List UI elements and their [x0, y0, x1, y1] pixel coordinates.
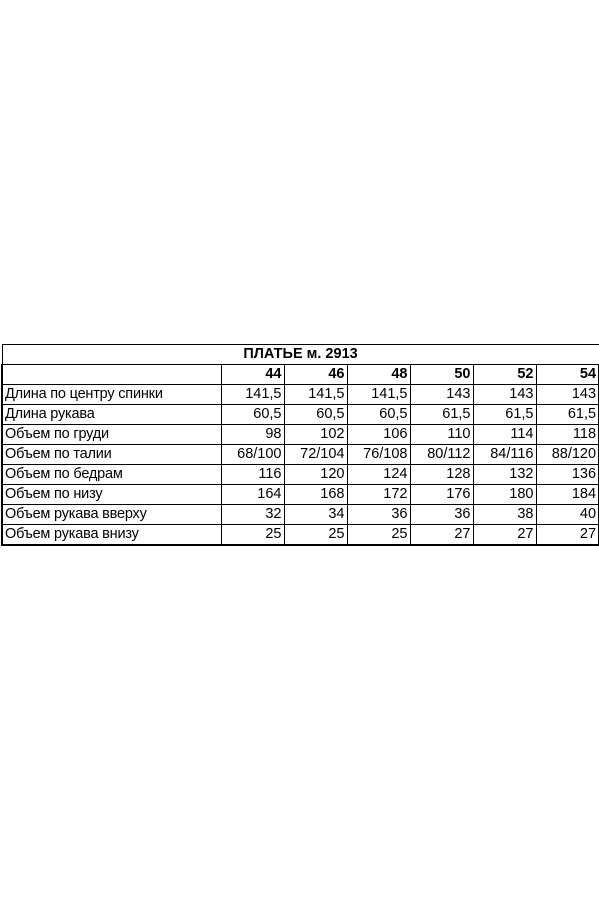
table-title: ПЛАТЬЕ м. 2913 [2, 345, 599, 365]
size-header-cell: 52 [473, 365, 536, 385]
measurement-value: 76/108 [347, 445, 410, 465]
measurement-value: 84/116 [473, 445, 536, 465]
measurement-value: 60,5 [347, 405, 410, 425]
measurement-value: 143 [536, 385, 599, 405]
measurement-value: 60,5 [221, 405, 284, 425]
measurement-label: Объем рукава вверху [2, 505, 221, 525]
measurement-value: 141,5 [284, 385, 347, 405]
table-row [2, 425, 599, 445]
table-row [2, 385, 599, 405]
size-header-cell: 46 [284, 365, 347, 385]
measurement-value: 180 [473, 485, 536, 505]
measurement-label: Объем по груди [2, 425, 221, 445]
measurement-value: 27 [536, 525, 599, 546]
measurement-value: 106 [347, 425, 410, 445]
size-chart-table [1, 344, 599, 546]
size-header-cell: 44 [221, 365, 284, 385]
measurement-value: 143 [473, 385, 536, 405]
table-row [2, 445, 599, 465]
measurement-value: 120 [284, 465, 347, 485]
measurement-value: 25 [284, 525, 347, 546]
measurement-value: 38 [473, 505, 536, 525]
header-corner-cell [2, 365, 221, 385]
measurement-label: Объем по низу [2, 485, 221, 505]
measurement-value: 128 [410, 465, 473, 485]
measurement-value: 40 [536, 505, 599, 525]
measurement-value: 116 [221, 465, 284, 485]
measurement-value: 164 [221, 485, 284, 505]
measurement-label: Объем рукава внизу [2, 525, 221, 546]
size-header-row [2, 365, 599, 385]
measurement-value: 168 [284, 485, 347, 505]
measurement-value: 143 [410, 385, 473, 405]
measurement-value: 80/112 [410, 445, 473, 465]
measurement-value: 88/120 [536, 445, 599, 465]
measurement-value: 132 [473, 465, 536, 485]
measurement-value: 60,5 [284, 405, 347, 425]
measurement-label: Объем по бедрам [2, 465, 221, 485]
title-row [2, 345, 599, 365]
measurement-value: 68/100 [221, 445, 284, 465]
measurement-label: Длина по центру спинки [2, 385, 221, 405]
measurement-value: 61,5 [410, 405, 473, 425]
measurement-value: 32 [221, 505, 284, 525]
measurement-value: 36 [347, 505, 410, 525]
measurement-value: 25 [347, 525, 410, 546]
measurement-value: 118 [536, 425, 599, 445]
measurement-value: 141,5 [221, 385, 284, 405]
measurement-value: 124 [347, 465, 410, 485]
size-header-cell: 48 [347, 365, 410, 385]
measurement-value: 102 [284, 425, 347, 445]
measurement-label: Объем по талии [2, 445, 221, 465]
measurement-value: 141,5 [347, 385, 410, 405]
measurement-value: 176 [410, 485, 473, 505]
measurement-value: 27 [410, 525, 473, 546]
measurement-value: 184 [536, 485, 599, 505]
measurement-value: 61,5 [536, 405, 599, 425]
measurement-label: Длина рукава [2, 405, 221, 425]
table-row [2, 485, 599, 505]
size-header-cell: 50 [410, 365, 473, 385]
measurement-value: 98 [221, 425, 284, 445]
table-row [2, 525, 599, 546]
table-row [2, 505, 599, 525]
measurement-value: 110 [410, 425, 473, 445]
table-row [2, 465, 599, 485]
measurement-value: 136 [536, 465, 599, 485]
measurement-value: 25 [221, 525, 284, 546]
size-header-cell: 54 [536, 365, 599, 385]
size-chart-sheet [1, 344, 598, 546]
table-row [2, 405, 599, 425]
measurement-value: 36 [410, 505, 473, 525]
measurement-value: 61,5 [473, 405, 536, 425]
measurement-value: 27 [473, 525, 536, 546]
measurement-value: 72/104 [284, 445, 347, 465]
measurement-value: 34 [284, 505, 347, 525]
measurement-value: 172 [347, 485, 410, 505]
measurement-value: 114 [473, 425, 536, 445]
